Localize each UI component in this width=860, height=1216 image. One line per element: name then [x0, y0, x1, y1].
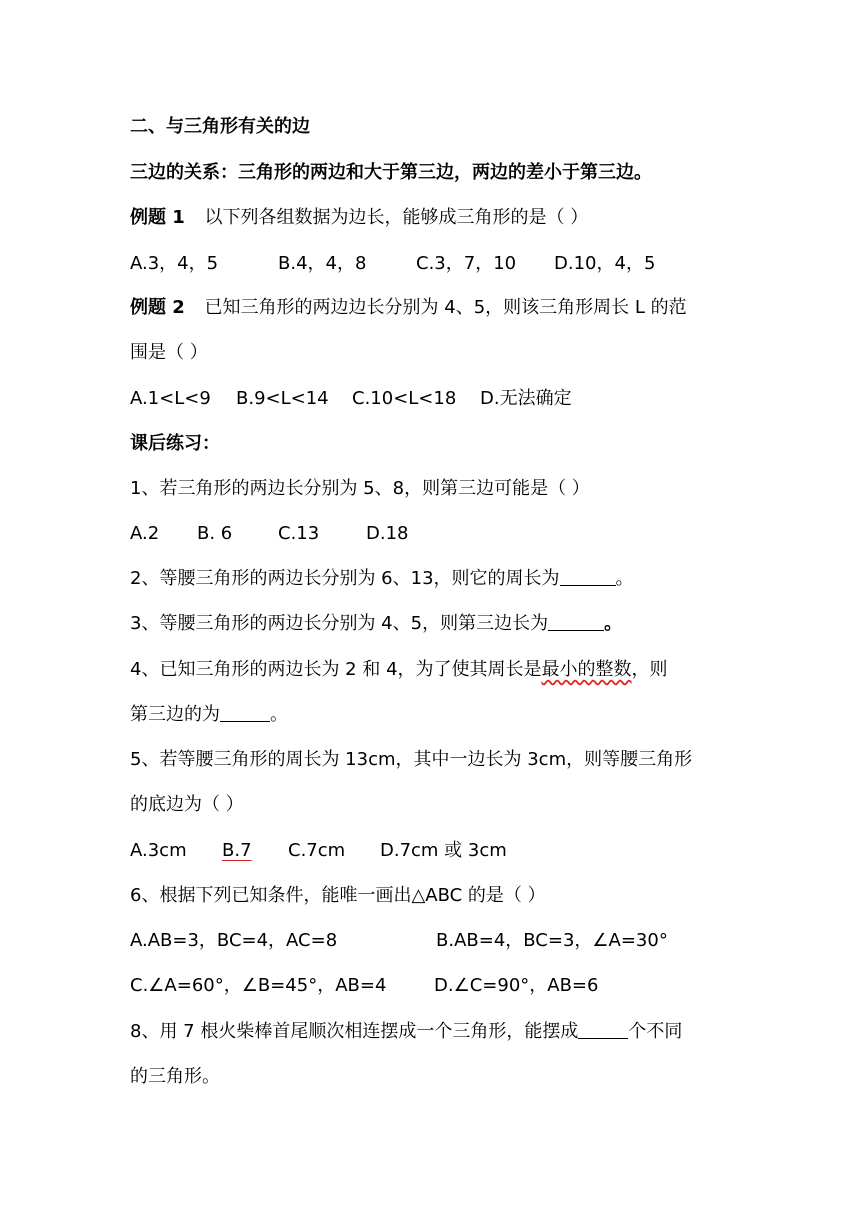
option-d: D.10，4，5	[554, 253, 656, 274]
option-c: C.7cm	[288, 840, 346, 861]
question-6: 6、根据下列已知条件，能唯一画出△ABC 的是（ ）	[130, 885, 546, 906]
answer-blank[interactable]	[220, 703, 270, 722]
example-2-question-line1: 已知三角形的两边边长分别为 4、5，则该三角形周长 L 的范	[204, 297, 687, 318]
question-5-line2: 的底边为（ ）	[130, 794, 244, 815]
example-1-options	[130, 251, 740, 277]
option-c: C.10<L<18	[352, 388, 457, 409]
answer-blank[interactable]	[560, 567, 616, 586]
option-b: B.4，4，8	[278, 253, 367, 274]
option-a: A.AB=3，BC=4，AC=8	[130, 930, 338, 951]
question-2-end: 。	[615, 568, 634, 589]
option-a: A.3cm	[130, 840, 187, 861]
question-5-options	[130, 838, 740, 864]
option-a: A.1<L<9	[130, 388, 211, 409]
answer-blank[interactable]	[548, 612, 604, 631]
question-3	[130, 611, 622, 637]
question-8-text-end: 个不同	[628, 1021, 683, 1042]
spellcheck-marked-text: 最小的整数	[541, 659, 632, 680]
question-4-text: 4、已知三角形的两边长为 2 和 4，为了使其周长是	[130, 659, 542, 680]
question-4-text: 第三边的为	[130, 704, 220, 725]
option-c: C.∠A=60°，∠B=45°，AB=4	[130, 975, 387, 996]
question-1-options	[130, 521, 740, 547]
answer-blank[interactable]	[578, 1020, 628, 1039]
homework-title: 课后练习：	[130, 433, 220, 454]
question-4-line1	[130, 657, 668, 683]
question-3-end: 。	[604, 613, 623, 634]
section-title: 二、与三角形有关的边	[130, 116, 310, 137]
question-8-text: 8、用 7 根火柴棒首尾顺次相连摆成一个三角形，能摆成	[130, 1021, 579, 1042]
option-a: A.3，4，5	[130, 253, 219, 274]
question-5-line1: 5、若等腰三角形的周长为 13cm，其中一边长为 3cm，则等腰三角形	[130, 749, 693, 770]
option-b: B.7	[222, 840, 252, 861]
option-d: D.7cm 或 3cm	[380, 840, 507, 861]
triangle-side-rule: 三边的关系：三角形的两边和大于第三边，两边的差小于第三边。	[130, 162, 652, 183]
question-2	[130, 566, 634, 592]
question-8-line1	[130, 1019, 682, 1045]
question-1: 1、若三角形的两边长分别为 5、8，则第三边可能是（ ）	[130, 478, 590, 499]
option-c: C.3，7，10	[416, 253, 517, 274]
option-d: D.∠C=90°，AB=6	[434, 975, 599, 996]
example-1-question: 以下列各组数据为边长，能够成三角形的是（ ）	[204, 207, 589, 228]
example-2-label: 例题 2	[130, 297, 185, 318]
example-2-question-line2: 围是（ ）	[130, 342, 208, 363]
example-1	[130, 205, 588, 231]
question-8-line2: 的三角形。	[130, 1066, 220, 1087]
question-2-text: 2、等腰三角形的两边长分别为 6、13，则它的周长为	[130, 568, 560, 589]
question-4-line2	[130, 702, 288, 728]
option-a: A.2	[130, 523, 160, 544]
option-b: B.9<L<14	[236, 388, 329, 409]
option-d: D.18	[366, 523, 409, 544]
option-b: B.AB=4，BC=3，∠A=30°	[436, 930, 668, 951]
example-2	[130, 295, 687, 321]
example-1-label: 例题 1	[130, 207, 185, 228]
option-b: B. 6	[197, 523, 233, 544]
example-2-options	[130, 386, 740, 412]
option-c: C.13	[278, 523, 320, 544]
option-d: D.无法确定	[480, 388, 572, 409]
question-6-options-row1	[130, 928, 740, 954]
question-4-text-end: ，则	[631, 659, 668, 680]
question-6-options-row2	[130, 973, 740, 999]
question-3-text: 3、等腰三角形的两边长分别为 4、5，则第三边长为	[130, 613, 549, 634]
question-4-end: 。	[270, 704, 288, 725]
